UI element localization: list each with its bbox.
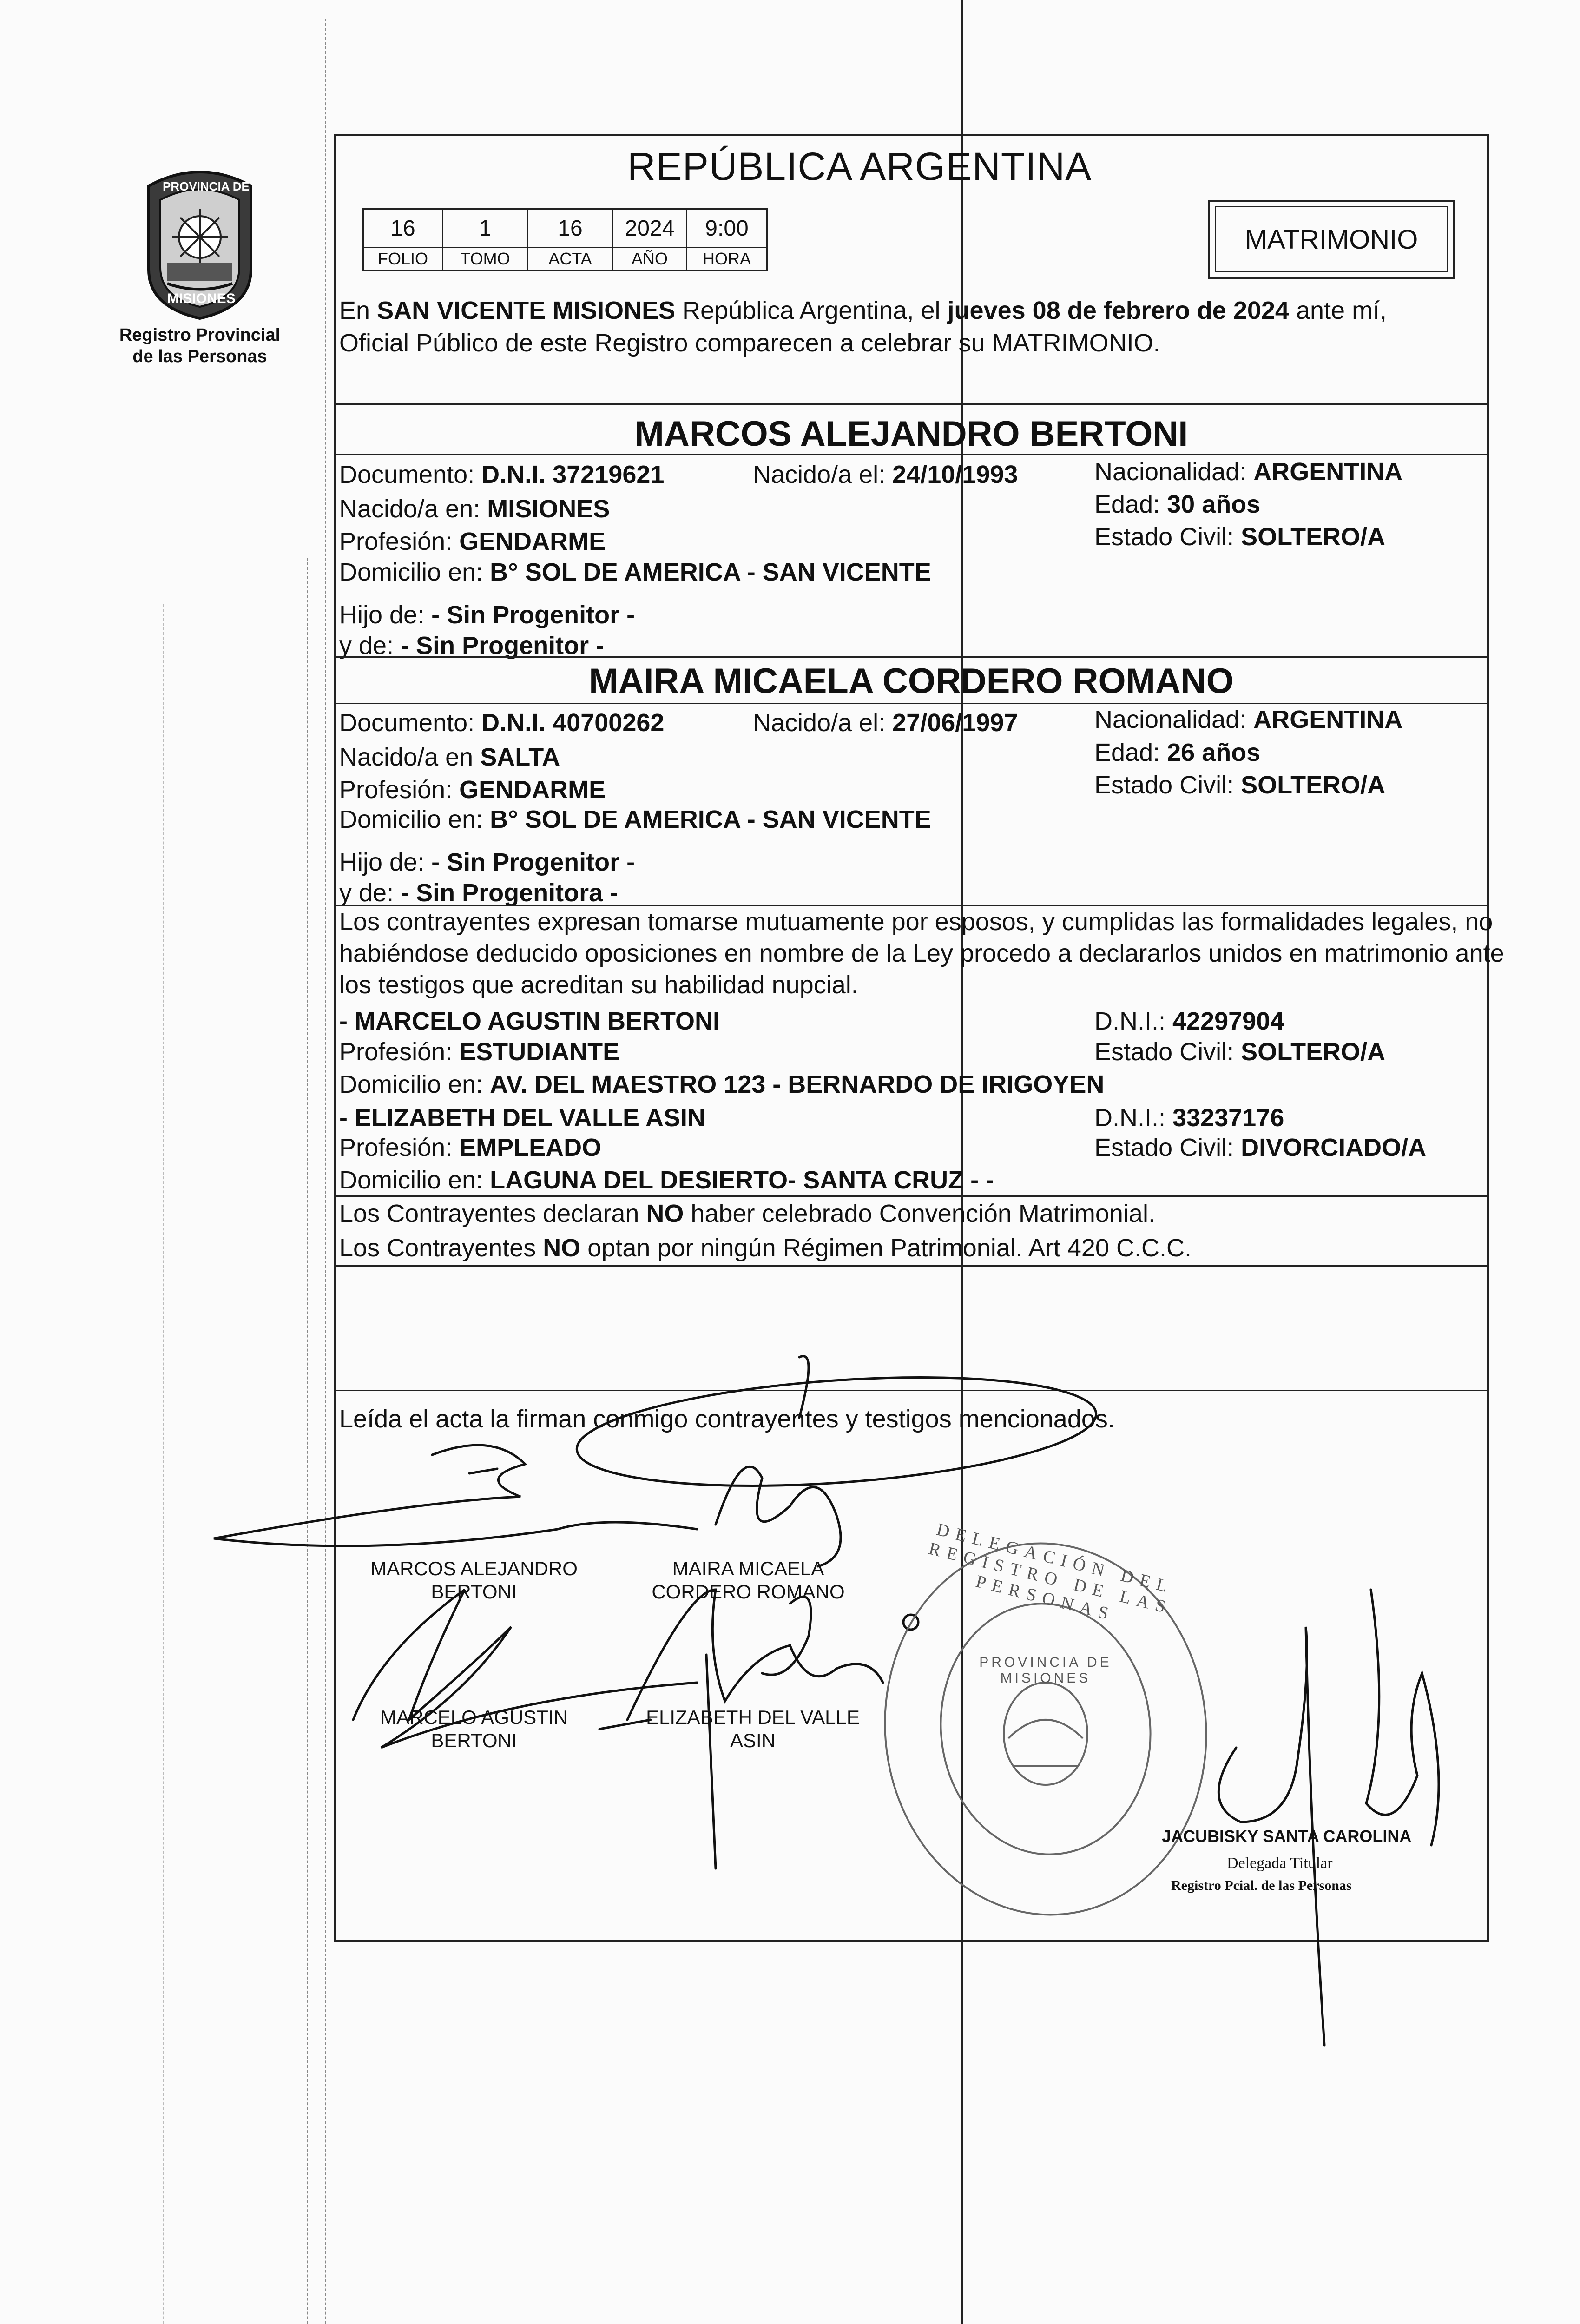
signature-witness2-drawing	[762, 1597, 811, 1675]
field-label: Profesión:	[339, 1038, 460, 1066]
field-value: ARGENTINA	[1253, 706, 1403, 733]
field-value: D.N.I. 37219621	[481, 461, 665, 489]
signature-name: ELIZABETH DEL VALLE	[646, 1706, 860, 1728]
signature-spouse2-drawing	[716, 1466, 841, 1566]
field-value: EMPLEADO	[459, 1134, 602, 1162]
signature-spouse2-drawing	[799, 1356, 809, 1418]
field-label: Domicilio en:	[339, 1166, 490, 1194]
seal-center	[1004, 1683, 1087, 1785]
signature-name: MAIRA MICAELA	[672, 1558, 824, 1579]
intro-date: jueves 08 de febrero de 2024	[947, 297, 1289, 324]
declaration-line2: habiéndose deducido oposiciones en nombre de la Ley procedo a declararlos unidos en matrimonio ante	[339, 939, 1504, 967]
convention-text: haber celebrado Convención Matrimonial.	[684, 1200, 1155, 1228]
field-label: Documento:	[339, 461, 482, 489]
field-label: Nacionalidad:	[1094, 458, 1254, 486]
declaration-line3: los testigos que acreditan su habilidad nupcial.	[339, 971, 858, 999]
record-acta-label: ACTA	[528, 248, 613, 271]
signature-name: MARCELO AGUSTIN	[380, 1706, 568, 1728]
field-label: y de:	[339, 879, 401, 907]
signature-officer-drawing	[1366, 1590, 1439, 1845]
registry-caption-line1: Registro Provincial	[119, 325, 281, 345]
signature-spouse2-oval	[573, 1362, 1100, 1501]
field-label: Domicilio en:	[339, 558, 490, 586]
field-label: Estado Civil:	[1094, 771, 1241, 799]
field-value: - Sin Progenitora -	[401, 879, 619, 907]
officer-title: Delegada Titular	[1227, 1855, 1333, 1872]
field-value: - Sin Progenitor -	[431, 601, 635, 629]
signature-witness2-drawing	[627, 1590, 883, 1720]
field-value: 30 años	[1167, 490, 1261, 518]
registry-caption-line2: de las Personas	[132, 347, 267, 366]
record-acta-value: 16	[528, 209, 613, 248]
country-title: REPÚBLICA ARGENTINA	[627, 145, 1092, 188]
field-value: 33237176	[1172, 1104, 1284, 1132]
field-value: AV. DEL MAESTRO 123 - BERNARDO DE IRIGOYEN	[490, 1070, 1105, 1098]
field-label: Hijo de:	[339, 601, 432, 629]
declaration-line1: Los contrayentes expresan tomarse mutuamente por esposos, y cumplidas las formalidades legales, no	[339, 908, 1493, 936]
field-value: LAGUNA DEL DESIERTO- SANTA CRUZ	[490, 1166, 964, 1194]
logo-text-bottom: MISIONES	[167, 291, 236, 306]
field-label: Edad:	[1094, 490, 1167, 518]
document-type: MATRIMONIO	[1244, 224, 1418, 255]
record-folio-value: 16	[363, 209, 443, 248]
field-value: MISIONES	[487, 495, 610, 523]
field-label: Profesión:	[339, 528, 460, 555]
record-anio-value: 2024	[613, 209, 687, 248]
field-value: D.N.I. 40700262	[481, 709, 665, 737]
field-value: - Sin Progenitor -	[401, 632, 605, 660]
field-value: 24/10/1993	[892, 461, 1018, 489]
field-value: 42297904	[1172, 1007, 1284, 1035]
field-value: GENDARME	[459, 528, 606, 555]
field-label: Domicilio en:	[339, 1070, 490, 1098]
field-label: Hijo de:	[339, 848, 432, 876]
field-value: GENDARME	[459, 776, 606, 804]
intro-text: ante mí,	[1289, 297, 1387, 324]
field-label: Edad:	[1094, 739, 1167, 766]
field-label: Nacido/a en	[339, 743, 481, 771]
convention-text: optan por ningún Régimen Patrimonial. Art 420 C.C.C.	[580, 1234, 1192, 1262]
record-hora-value: 9:00	[687, 209, 767, 248]
field-label: D.N.I.:	[1094, 1104, 1173, 1132]
record-folio-label: FOLIO	[363, 248, 443, 271]
field-value: B° SOL DE AMERICA - SAN VICENTE	[490, 805, 931, 833]
signature-spouse1-drawing	[469, 1469, 497, 1473]
signature-witness1-drawing	[353, 1590, 697, 1748]
record-tomo-label: TOMO	[443, 248, 528, 271]
field-label: Domicilio en:	[339, 805, 490, 833]
intro-text: República Argentina, el	[675, 297, 948, 324]
record-tomo-value: 1	[443, 209, 528, 248]
field-value: ARGENTINA	[1253, 458, 1403, 486]
field-label: Profesión:	[339, 776, 460, 804]
seal-ring-text: DELEGACIÓN DEL REGISTRO DE LAS PERSONAS	[927, 1519, 1176, 1625]
field-label: y de:	[339, 632, 401, 660]
convention-negation: NO	[646, 1200, 684, 1228]
seal-detail	[1008, 1720, 1083, 1738]
convention-text: Los Contrayentes	[339, 1234, 543, 1262]
field-value: - Sin Progenitor -	[431, 848, 635, 876]
spouse1-name: MARCOS ALEJANDRO BERTONI	[634, 414, 1188, 454]
field-label: Estado Civil:	[1094, 1038, 1241, 1066]
convention-negation: NO	[543, 1234, 581, 1262]
signature-surname: BERTONI	[431, 1581, 517, 1603]
field-value: SOLTERO/A	[1241, 1038, 1386, 1066]
field-label: Nacido/a el:	[753, 461, 893, 489]
field-value: 26 años	[1167, 739, 1261, 766]
officer-office: Registro Pcial. de las Personas	[1171, 1878, 1352, 1893]
signature-name: MARCOS ALEJANDRO	[370, 1558, 578, 1579]
seal-inner-ring	[928, 1593, 1163, 1865]
seal-inner-text: PROVINCIA DE MISIONES	[979, 1655, 1112, 1686]
field-label: Nacionalidad:	[1094, 706, 1254, 733]
signature-witness1-drawing	[599, 1720, 651, 1729]
witness2-name: - ELIZABETH DEL VALLE ASIN	[339, 1104, 706, 1132]
signature-surname: ASIN	[730, 1730, 776, 1751]
signature-spouse1-drawing	[214, 1445, 697, 1546]
witness1-name: - MARCELO AGUSTIN BERTONI	[339, 1007, 720, 1035]
field-label: Nacido/a el:	[753, 709, 893, 737]
closing-statement: Leída el acta la firman conmigo contrayentes y testigos mencionados.	[339, 1405, 1115, 1433]
field-label: Documento:	[339, 709, 482, 737]
officer-name: JACUBISKY SANTA CAROLINA	[1162, 1827, 1412, 1846]
field-label: D.N.I.:	[1094, 1007, 1173, 1035]
field-label: Estado Civil:	[1094, 1134, 1241, 1162]
field-value: ESTUDIANTE	[459, 1038, 620, 1066]
intro-place: SAN VICENTE MISIONES	[377, 297, 676, 324]
field-value: SALTA	[480, 743, 560, 771]
convention-text: Los Contrayentes declaran	[339, 1200, 646, 1228]
field-value: DIVORCIADO/A	[1241, 1134, 1427, 1162]
field-label: Profesión:	[339, 1134, 460, 1162]
field-value: B° SOL DE AMERICA - SAN VICENTE	[490, 558, 931, 586]
field-value: 27/06/1997	[892, 709, 1018, 737]
signature-witness2-drawing	[706, 1655, 716, 1868]
record-hora-label: HORA	[687, 248, 767, 271]
field-label: Estado Civil:	[1094, 523, 1241, 551]
signature-surname: CORDERO ROMANO	[652, 1581, 845, 1603]
intro-text: En	[339, 297, 377, 324]
field-value: SOLTERO/A	[1241, 771, 1386, 799]
field-label: Nacido/a en:	[339, 495, 487, 523]
spouse2-name: MAIRA MICAELA CORDERO ROMANO	[589, 661, 1234, 701]
intro-line2: Oficial Público de este Registro comparecen a celebrar su MATRIMONIO.	[339, 329, 1160, 357]
logo-text-top: PROVINCIA DE	[163, 179, 250, 193]
signature-surname: BERTONI	[431, 1730, 517, 1751]
record-anio-label: AÑO	[613, 248, 687, 271]
field-value: - -	[963, 1166, 994, 1194]
field-value: SOLTERO/A	[1241, 523, 1386, 551]
